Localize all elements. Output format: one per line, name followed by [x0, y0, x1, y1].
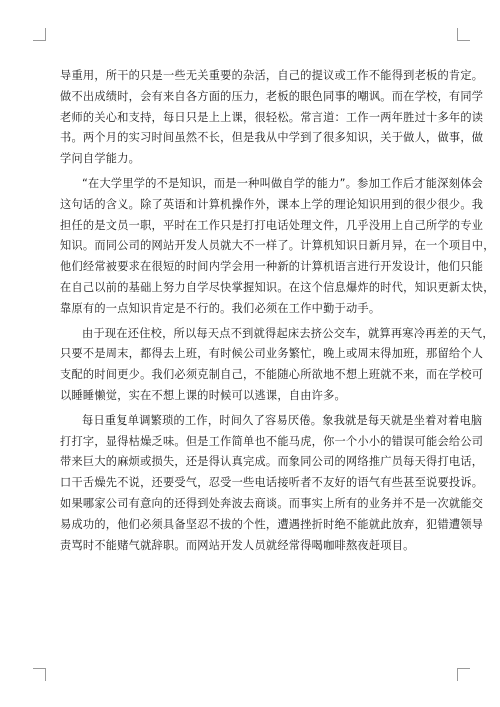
text-line: 书。两个月的实习时间虽然不长，但是我从中学到了很多知识，关于做人，做事，做: [60, 131, 484, 145]
text-line: 只要不是周末，都得去上班，有时候公司业务繁忙，晚上或周末得加班，那留给个人: [60, 347, 484, 361]
text-line: 易成功的，他们必须具备坚忍不拔的个性，遭遇挫折时绝不能就此放弃，犯错遭领导: [60, 517, 484, 531]
text-line: 做不出成绩时，会有来自各方面的压力，老板的眼色同事的嘲讽。而在学校，有同学: [60, 89, 484, 103]
document-body: [60, 66, 495, 560]
crop-mark-top-right: [457, 28, 470, 41]
crop-mark-top-left: [33, 28, 46, 41]
text-line: 知识。而同公司的网站开发人员就大不一样了。计算机知识日新月异，在一个项目中，: [60, 239, 495, 253]
text-line: 这句话的含义。除了英语和计算机操作外，课本上学的理论知识用到的很少很少。我: [60, 197, 484, 211]
text-line: 在自己以前的基础上努力自学尽快掌握知识。在这个信息爆炸的时代，知识更新太快，: [60, 280, 495, 294]
text-line: 以睡睡懒觉，实在不想上课的时候可以逃课，自由许多。: [60, 388, 346, 402]
text-line: 担任的是文员一职，平时在工作只是打打电话处理文件，几乎没用上自己所学的专业: [60, 218, 484, 232]
paragraph-3: [60, 324, 494, 407]
text-line: 他们经常被要求在很短的时间内学会用一种新的计算机语言进行开发设计，他们只能: [60, 260, 484, 274]
crop-mark-bottom-left: [33, 668, 46, 681]
text-line: 导重用，所干的只是一些无关重要的杂活，自己的提议或工作不能得到老板的肯定。: [60, 69, 484, 82]
text-line: 责骂时不能赌气就辞职。而网站开发人员就经常得喝咖啡熬夜赶项目。: [60, 538, 415, 552]
text-line: 口干舌燥先不说，还要受气，忍受一些电话接听者不友好的语气有些甚至说要投诉。: [60, 476, 484, 490]
text-line: 每日重复单调繁琐的工作，时间久了容易厌倦。象我就是每天就是坐着对着电脑: [82, 413, 483, 427]
text-line: 支配的时间更少。我们必须克制自己，不能随心所欲地不想上班就不来，而在学校可: [60, 368, 484, 382]
text-line: “在大学里学的不是知识，而是一种叫做自学的能力”。参加工作后才能深刻体会: [82, 176, 483, 190]
text-line: 带来巨大的麻烦或损失，还是得认真完成。而象同公司的网络推广员每天得打电话，: [60, 455, 484, 469]
crop-mark-bottom-right: [457, 668, 470, 681]
paragraph-2: [60, 174, 495, 320]
text-line: 学问自学能力。: [60, 152, 141, 166]
paragraph-1: [60, 66, 484, 170]
text-line: 如果哪家公司有意向的还得到处奔波去商谈。而事实上所有的业务并不是一次就能交: [60, 496, 484, 510]
paragraph-4: [60, 411, 484, 557]
text-line: 由于现在还住校，所以每天点不到就得起床去挤公交车，就算再寒冷再差的天气，: [82, 326, 494, 340]
text-line: 靠原有的一点知识肯定是不行的。我们必须在工作中勤于动手。: [60, 301, 381, 315]
text-line: 打打字，显得枯燥乏味。但是工作简单也不能马虎，你一个小小的错误可能会给公司: [60, 434, 484, 448]
text-line: 老师的关心和支持，每日只是上上课，很轻松。常言道：工作一两年胜过十多年的读: [60, 110, 484, 124]
